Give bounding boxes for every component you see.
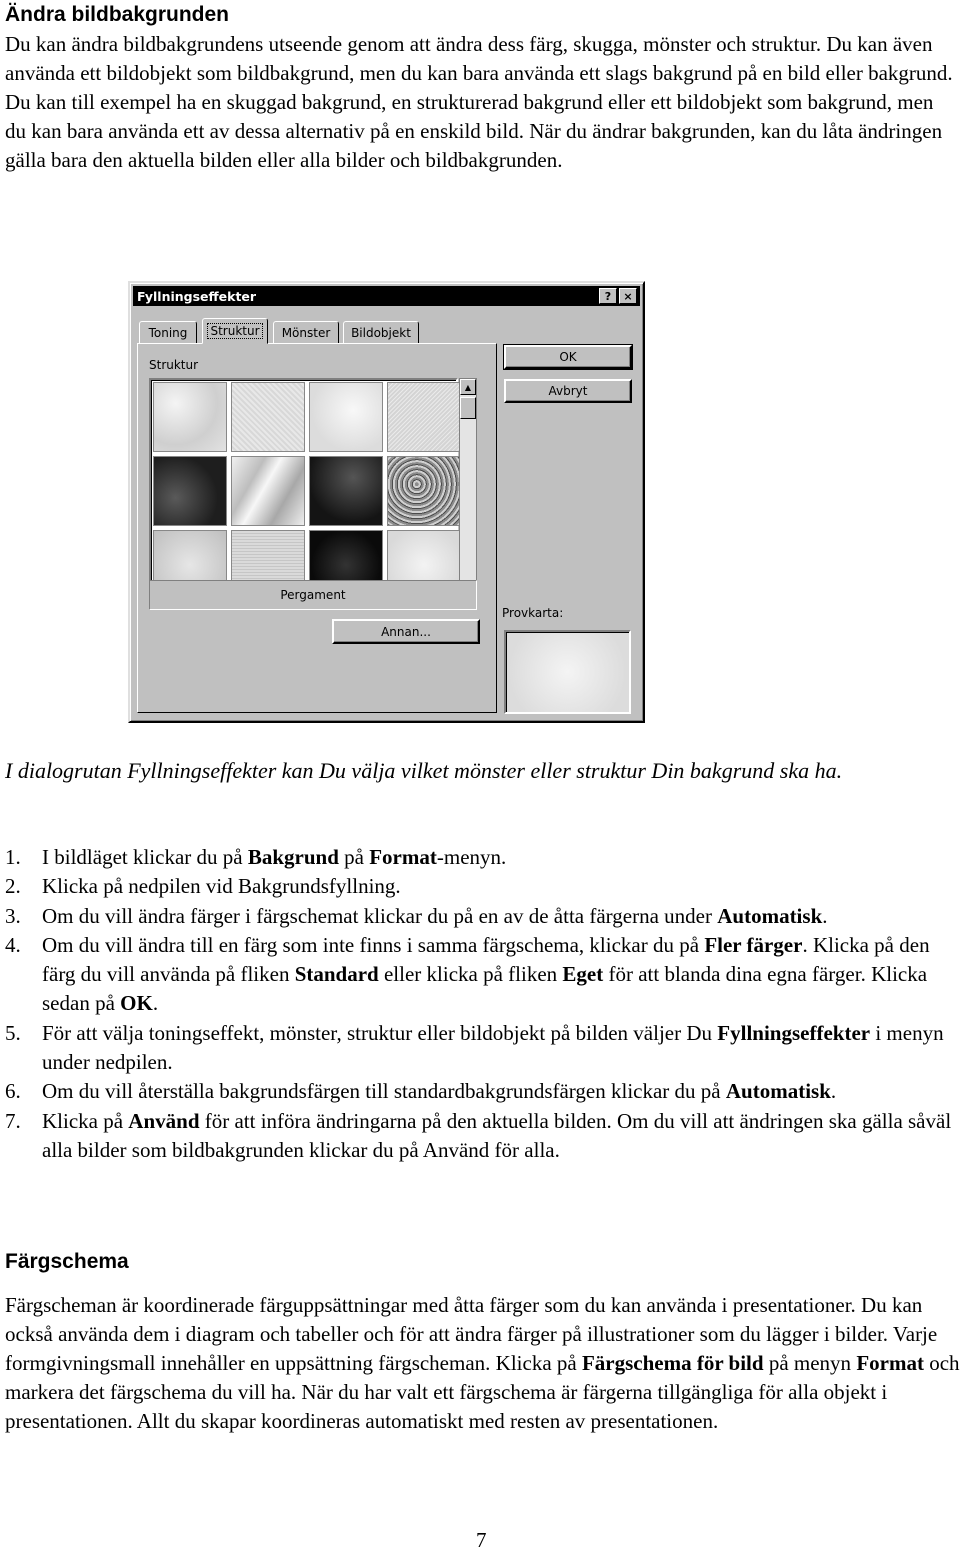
cancel-button-label: Avbryt	[548, 384, 588, 398]
dialog-titlebar	[133, 286, 640, 306]
preview-label: Provkarta:	[502, 606, 564, 620]
texture-tile[interactable]	[231, 456, 305, 526]
ok-button[interactable]	[504, 345, 632, 369]
bold-term: Automatisk	[717, 903, 823, 928]
text-run: för att blanda dina egna färger. Klicka sedan på	[42, 962, 928, 1016]
texture-tile[interactable]	[387, 456, 461, 526]
list-item	[5, 1077, 955, 1106]
close-button[interactable]	[619, 288, 637, 304]
tab-label: Struktur	[207, 323, 262, 339]
intro-text: Du kan ändra bildbakgrundens utseende genom att ändra dess färg, skugga, mönster och struktur. Du kan även använda ett bildobjekt som bildbakgrund, men du kan bara använda ett slags bakgrund på en bild eller bakgrund. Du kan till exempel ha en skuggad bakgrund, en strukturerad bakgrund eller ett bildobjekt som bakgrund, men du kan bara använda ett av dessa alternativ på en enskild bild. När du ändrar bakgrunden, kan du låta ändringen gälla bara den aktuella bilden eller alla bilder och bildbakgrunden.	[5, 32, 953, 172]
tab-label: Mönster	[281, 325, 331, 340]
list-number: 2.	[5, 874, 21, 899]
tab-bildobjekt[interactable]	[343, 321, 419, 343]
texture-scrollbar[interactable]	[459, 378, 477, 604]
tab-monster[interactable]	[273, 321, 339, 343]
selected-texture-name	[149, 580, 477, 610]
list-item	[5, 902, 955, 931]
text-run: -menyn.	[436, 845, 507, 869]
tab-label: Toning	[148, 325, 188, 340]
bold-term: Färgschema för bild	[581, 1351, 764, 1375]
scroll-up-icon[interactable]: ▲	[460, 379, 476, 395]
close-icon: ×	[623, 289, 633, 303]
group-label-text: Struktur	[149, 358, 199, 372]
scroll-thumb[interactable]	[460, 397, 476, 419]
text-run: och markera det färgschema du vill ha. När du har valt ett färgschema är färgerna tillgängliga för alla objekt i presentationen. Allt du skapar koordineras automatiskt med resten av presentationen.	[5, 1351, 960, 1433]
dialog-title: Fyllningseffekter	[137, 288, 257, 304]
preview-swatch	[504, 630, 631, 714]
text-run: eller klicka på fliken	[378, 962, 563, 987]
bold-term: Fler färger	[704, 932, 803, 957]
text-run: Om du vill återställa bakgrundsfärgen till standardbakgrundsfärgen klickar du på	[42, 1079, 726, 1104]
cancel-button[interactable]	[504, 379, 632, 403]
bold-term: Använd	[128, 1108, 200, 1133]
page-number: 7	[476, 1528, 487, 1552]
list-number: 6.	[5, 1079, 21, 1104]
list-number: 5.	[5, 1020, 21, 1045]
farschema-paragraph	[5, 1291, 960, 1436]
texture-tile[interactable]	[153, 456, 227, 526]
list-number: 7.	[5, 1108, 21, 1133]
bold-term: Format	[856, 1351, 924, 1375]
bold-term: OK	[120, 991, 153, 1016]
texture-name-label: Pergament	[280, 588, 346, 602]
text-run: Klicka på nedpilen vid Bakgrundsfyllning.	[42, 874, 401, 899]
tab-toning[interactable]	[139, 321, 197, 343]
texture-tile[interactable]	[309, 382, 383, 452]
text-run: på menyn	[763, 1351, 857, 1375]
texture-grid[interactable]	[149, 378, 458, 604]
bold-term: Fyllningseffekter	[717, 1020, 871, 1045]
figure-caption: I dialogrutan Fyllningseffekter kan Du välja vilket mönster eller struktur Din bakgrund ska ha.	[5, 758, 843, 783]
text-run: .	[152, 991, 159, 1016]
bold-term: Automatisk	[725, 1079, 831, 1104]
bold-term: Format	[369, 845, 437, 869]
help-button[interactable]: ?	[599, 288, 617, 304]
text-run: för att införa ändringarna på den aktuella bilden. Om du vill att ändringen ska gälla såväl alla bilder som bildbakgrunden klickar du på Använd för alla.	[42, 1108, 952, 1162]
bold-term: Standard	[294, 962, 379, 987]
intro-paragraph	[5, 30, 955, 175]
section-heading: Ändra bildbakgrunden	[5, 3, 230, 26]
other-texture-button[interactable]	[332, 619, 480, 644]
steps-list	[5, 843, 955, 1165]
list-item	[5, 872, 955, 901]
text-run: .	[822, 903, 828, 928]
list-item	[5, 1019, 955, 1078]
text-run: . Klicka på den färg du vill använda på fliken	[42, 932, 930, 987]
text-run: .	[830, 1079, 837, 1104]
section-heading-farschema: Färgschema	[5, 1250, 129, 1273]
list-item	[5, 843, 955, 872]
texture-tile[interactable]	[153, 382, 227, 452]
text-run: Klicka på	[42, 1108, 129, 1133]
texture-tile[interactable]	[231, 382, 305, 452]
ok-button-label: OK	[559, 350, 577, 364]
farschema-text	[5, 1291, 960, 1436]
text-run: Om du vill ändra till en färg som inte finns i samma färgschema, klickar du på	[42, 932, 705, 957]
bold-term: Eget	[562, 962, 604, 987]
list-item	[5, 931, 955, 1019]
fill-effects-dialog	[128, 281, 645, 723]
group-label	[149, 358, 198, 372]
bold-term: Bakgrund	[247, 845, 339, 869]
list-number: 3.	[5, 903, 21, 928]
list-item	[5, 1107, 955, 1166]
text-run: Om du vill ändra färger i färgschemat klickar du på en av de åtta färgerna under	[42, 903, 718, 928]
list-number: 1.	[5, 845, 21, 869]
text-run: För att välja toningseffekt, mönster, struktur eller bildobjekt på bilden väljer Du	[42, 1020, 718, 1045]
text-run: i menyn under nedpilen.	[42, 1020, 944, 1075]
text-run: på	[338, 845, 370, 869]
other-button-label: Annan...	[381, 624, 431, 639]
text-run: I bildläget klickar du på	[42, 845, 248, 869]
text-run: Färgscheman är koordinerade färguppsättningar med åtta färger som du kan använda i presentationer. Du kan också använda dem i diagram och tabeller och för att ändra färger på illustrationer som du lägger i bilder. Varje formgivningsmall innehåller en uppsättning färgscheman. Klicka på	[5, 1293, 938, 1375]
tab-struktur[interactable]	[202, 318, 268, 344]
list-number: 4.	[5, 932, 21, 957]
tab-label: Bildobjekt	[351, 325, 411, 340]
texture-tile[interactable]	[387, 382, 461, 452]
texture-tile[interactable]	[309, 456, 383, 526]
